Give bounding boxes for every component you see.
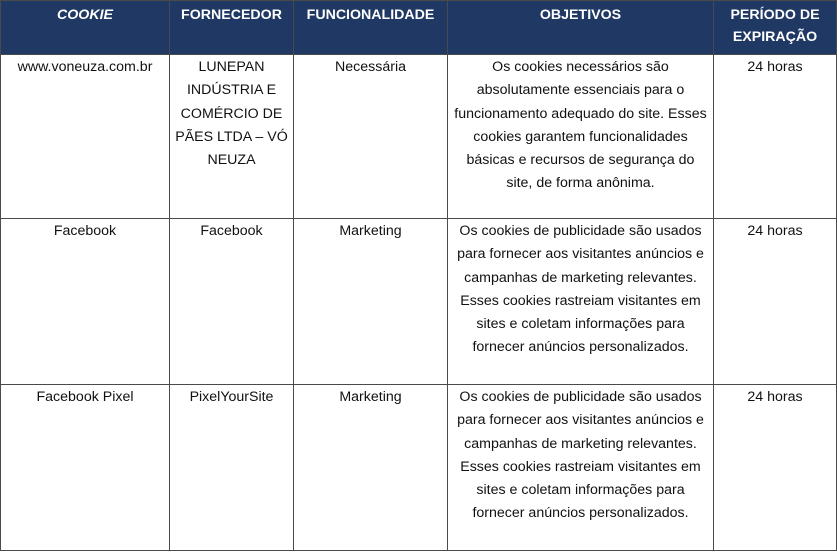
cell-objetivos — [448, 219, 714, 385]
funcionalidade-value: Marketing — [339, 389, 402, 405]
table-row — [1, 55, 837, 219]
fornecedor-name: PixelYourSite — [189, 389, 274, 405]
cell-expiracao — [714, 55, 837, 219]
cookie-name: Facebook — [53, 223, 117, 239]
table-row — [1, 385, 837, 551]
header-fornecedor: FORNECEDOR — [170, 1, 294, 55]
cookie-name: www.voneuza.com.br — [17, 59, 153, 75]
cell-expiracao — [714, 385, 837, 551]
header-cookie: COOKIE — [1, 1, 170, 55]
expiracao-value: 24 horas — [747, 389, 803, 405]
cell-fornecedor — [170, 219, 294, 385]
header-funcionalidade: FUNCIONALIDADE — [294, 1, 448, 55]
cookie-name: Facebook Pixel — [36, 389, 134, 405]
cell-cookie — [1, 385, 170, 551]
cell-cookie — [1, 219, 170, 385]
cell-funcionalidade — [294, 219, 448, 385]
table-body — [1, 55, 837, 551]
expiracao-value: 24 horas — [747, 59, 803, 75]
cell-fornecedor — [170, 385, 294, 551]
fornecedor-name: LUNEPAN INDÚSTRIA E COMÉRCIO DE PÃES LTDA – VÓ NEUZA — [175, 59, 288, 169]
cell-objetivos — [448, 385, 714, 551]
objetivos-text: Os cookies de publicidade são usados para fornecer aos visitantes anúncios e campanhas de marketing relevantes. Esses cookies rastreiam visitantes em sites e coletam informações para fornecer anúncios personalizados. — [457, 389, 704, 522]
header-objetivos: OBJETIVOS — [448, 1, 714, 55]
funcionalidade-value: Marketing — [339, 223, 402, 239]
header-row — [1, 1, 837, 55]
header-expiracao: PERÍODO DE EXPIRAÇÃO — [714, 1, 837, 55]
table-header — [1, 1, 837, 55]
funcionalidade-value: Necessária — [335, 59, 406, 75]
cell-cookie — [1, 55, 170, 219]
cell-objetivos — [448, 55, 714, 219]
cell-funcionalidade — [294, 55, 448, 219]
cell-expiracao — [714, 219, 837, 385]
cell-fornecedor — [170, 55, 294, 219]
expiracao-value: 24 horas — [747, 223, 803, 239]
fornecedor-name: Facebook — [200, 223, 263, 239]
objetivos-text: Os cookies de publicidade são usados para fornecer aos visitantes anúncios e campanhas de marketing relevantes. Esses cookies rastreiam visitantes em sites e coletam informações para fornecer anúncios personalizados. — [457, 223, 704, 356]
table-row — [1, 219, 837, 385]
objetivos-text: Os cookies necessários são absolutamente essenciais para o funcionamento adequado do site. Esses cookies garantem funcionalidades básicas e recursos de segurança do site, de forma anônima. — [454, 59, 707, 192]
cell-funcionalidade — [294, 385, 448, 551]
